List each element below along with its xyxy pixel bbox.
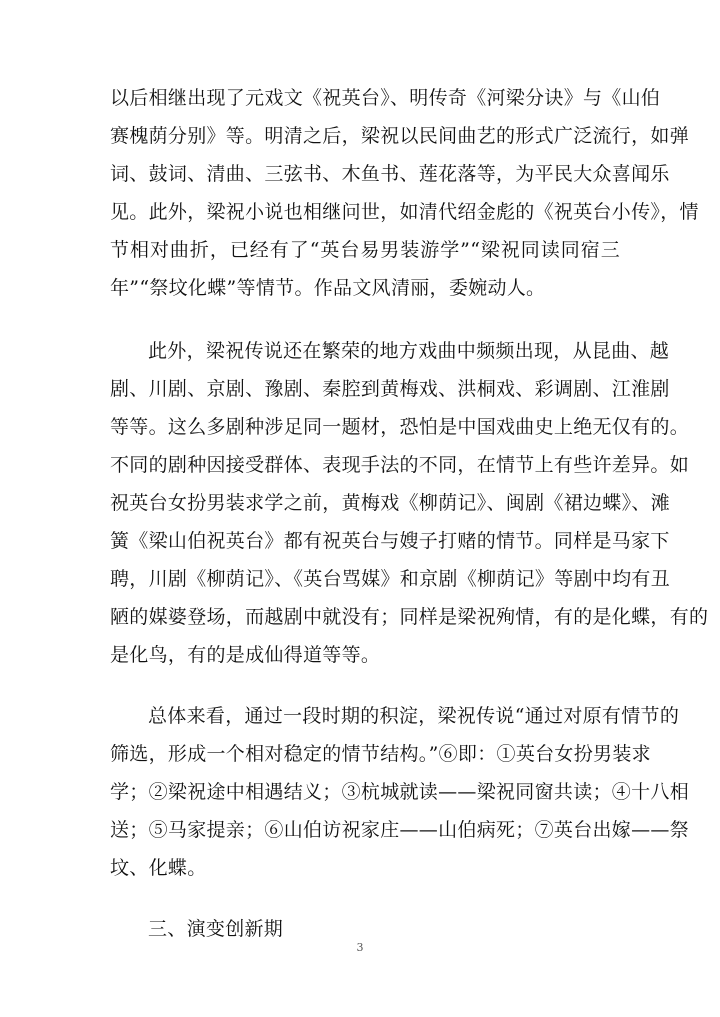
text-line: 赛槐荫分别》等。明清之后，梁祝以民间曲艺的形式广泛流行，如弹 (110, 125, 690, 147)
text-line: 祝英台女扮男装求学之前，黄梅戏《柳荫记》、闽剧《裙边蝶》、滩 (110, 492, 671, 514)
section-heading: 三、演变创新期 (148, 918, 284, 940)
text-line: 坟、化蝶。 (110, 857, 207, 879)
text-line: 陋的媒婆登场，而越剧中就没有；同样是梁祝殉情，有的是化蝶，有的 (110, 606, 709, 628)
text-line: 以后相继出现了元戏文《祝英台》、明传奇《河梁分诀》与《山伯 (110, 87, 661, 109)
text-line: 学；②梁祝途中相遇结义；③杭城就读——梁祝同窗共读；④十八相 (110, 781, 690, 803)
text-line: 等等。这么多剧种涉足同一题材，恐怕是中国戏曲史上绝无仅有的。 (110, 416, 690, 438)
page-number: 3 (356, 941, 364, 954)
text-line: 是化鸟，有的是成仙得道等等。 (110, 644, 381, 666)
text-line: 簧《梁山伯祝英台》都有祝英台与嫂子打赌的情节。同样是马家下 (110, 530, 670, 552)
text-line: 此外，梁祝传说还在繁荣的地方戏曲中频频出现，从昆曲、越 (148, 340, 670, 362)
text-line: 剧、川剧、京剧、豫剧、秦腔到黄梅戏、洪桐戏、彩调剧、江淮剧 (110, 378, 670, 400)
text-line: 筛选，形成一个相对稳定的情节结构。”⑥即：①英台女扮男装求 (110, 743, 651, 765)
text-line: 词、鼓词、清曲、三弦书、木鱼书、莲花落等，为平民大众喜闻乐 (110, 163, 670, 185)
text-line: 见。此外，梁祝小说也相继问世，如清代绍金彪的《祝英台小传》，情 (110, 201, 699, 223)
text-line: 总体来看，通过一段时期的积淀，梁祝传说“通过对原有情节的 (148, 705, 680, 727)
text-line: 送；⑤马家提亲；⑥山伯访祝家庄——山伯病死；⑦英台出嫁——祭 (110, 819, 690, 841)
text-line: 年”“祭坟化蝶”等情节。作品文风清丽，委婉动人。 (110, 277, 546, 299)
text-line: 聘，川剧《柳荫记》、《英台骂媒》和京剧《柳荫记》等剧中均有丑 (110, 568, 671, 590)
text-line: 节相对曲折，已经有了“英台易男装游学”“梁祝同读同宿三 (110, 239, 620, 261)
text-line: 不同的剧种因接受群体、表现手法的不同，在情节上有些许差异。如 (110, 454, 690, 476)
